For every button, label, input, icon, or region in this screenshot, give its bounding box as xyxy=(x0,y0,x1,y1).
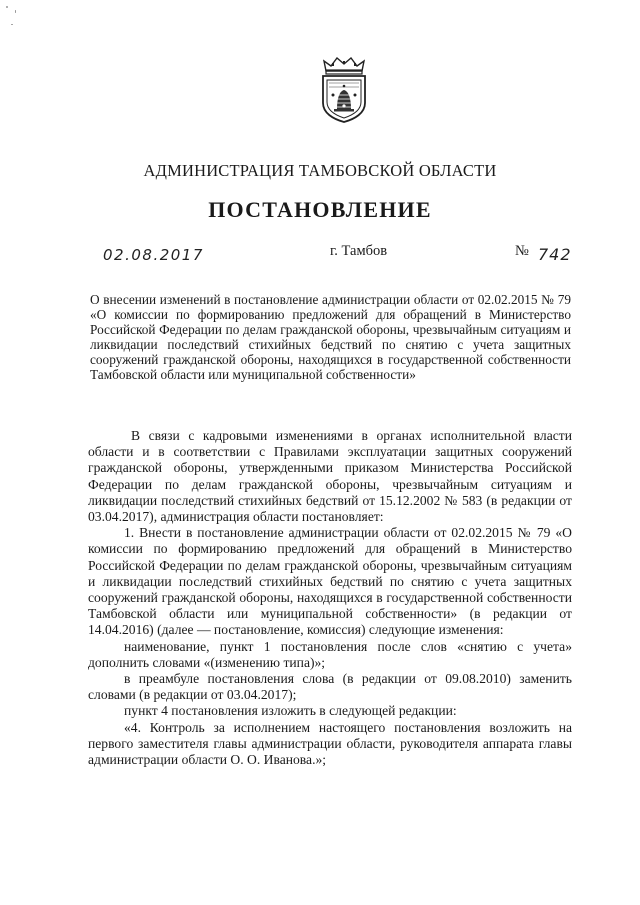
scan-speck xyxy=(11,24,13,25)
document-city: г. Тамбов xyxy=(330,243,388,259)
document-number-label: № xyxy=(515,243,529,259)
body-paragraph-change-name: наименование, пункт 1 постановления после слов «снятию с учета» дополнить словами «(изменению типа)»; xyxy=(88,638,572,670)
body-paragraph-item-1: 1. Внести в постановление администрации области от 02.02.2015 № 79 «О комиссии по формированию предложений для обращений в Министерство Российской Федерации по делам гражданской обороны, чрезвычайным ситуациям и ликвидации последствий стихийных бедствий по снятию с учета защитных сооружений гражданской обороны, находящихся в государственной собственности Тамбовской области или муниципальной собственности» (в редакции от 14.04.2016) (далее — постановление, комиссия) следующие изменения: xyxy=(88,525,572,638)
body-paragraph-change-preamble: в преамбуле постановления слова (в редакции от 09.08.2010) заменить словами (в редакции от 03.04.2017); xyxy=(88,671,572,703)
document-subject: О внесении изменений в постановление администрации области от 02.02.2015 № 79 «О комиссии по формированию предложений для обращений в Министерство Российской Федерации по делам гражданской обороны, чрезвычайным ситуациям и ликвидации последствий стихийных бедствий по снятию с учета защитных сооружений гражданской обороны, находящихся в государственной собственности Тамбовской области или муниципальной собственности» xyxy=(90,292,571,382)
body-paragraph-change-item-4-text: «4. Контроль за исполнением настоящего постановления возложить на первого заместителя главы администрации области, руководителя аппарата главы администрации области О. О. Иванова.»; xyxy=(88,719,572,768)
tambov-coat-of-arms-icon xyxy=(318,57,370,123)
document-date: 02.08.2017 xyxy=(103,246,204,264)
scan-speck xyxy=(6,6,8,8)
body-paragraph-preamble: В связи с кадровыми изменениями в органах исполнительной власти области и в соответствии с Правилами эксплуатации защитных сооружений гражданской обороны, утвержденными приказом Министерства Российской Федерации по делам гражданской обороны, чрезвычайным ситуациям и ликвидации последствий стихийных бедствий от 15.12.2002 № 583 (в редакции от 03.04.2017), администрация области постановляет: xyxy=(88,428,572,525)
document-body xyxy=(88,428,572,768)
body-paragraph-change-item-4-intro: пункт 4 постановления изложить в следующей редакции: xyxy=(124,703,457,719)
document-number: 742 xyxy=(538,245,572,264)
document-type-title: ПОСТАНОВЛЕНИЕ xyxy=(208,197,432,222)
organization-title: АДМИНИСТРАЦИЯ ТАМБОВСКОЙ ОБЛАСТИ xyxy=(143,161,497,180)
scan-speck xyxy=(15,10,16,13)
